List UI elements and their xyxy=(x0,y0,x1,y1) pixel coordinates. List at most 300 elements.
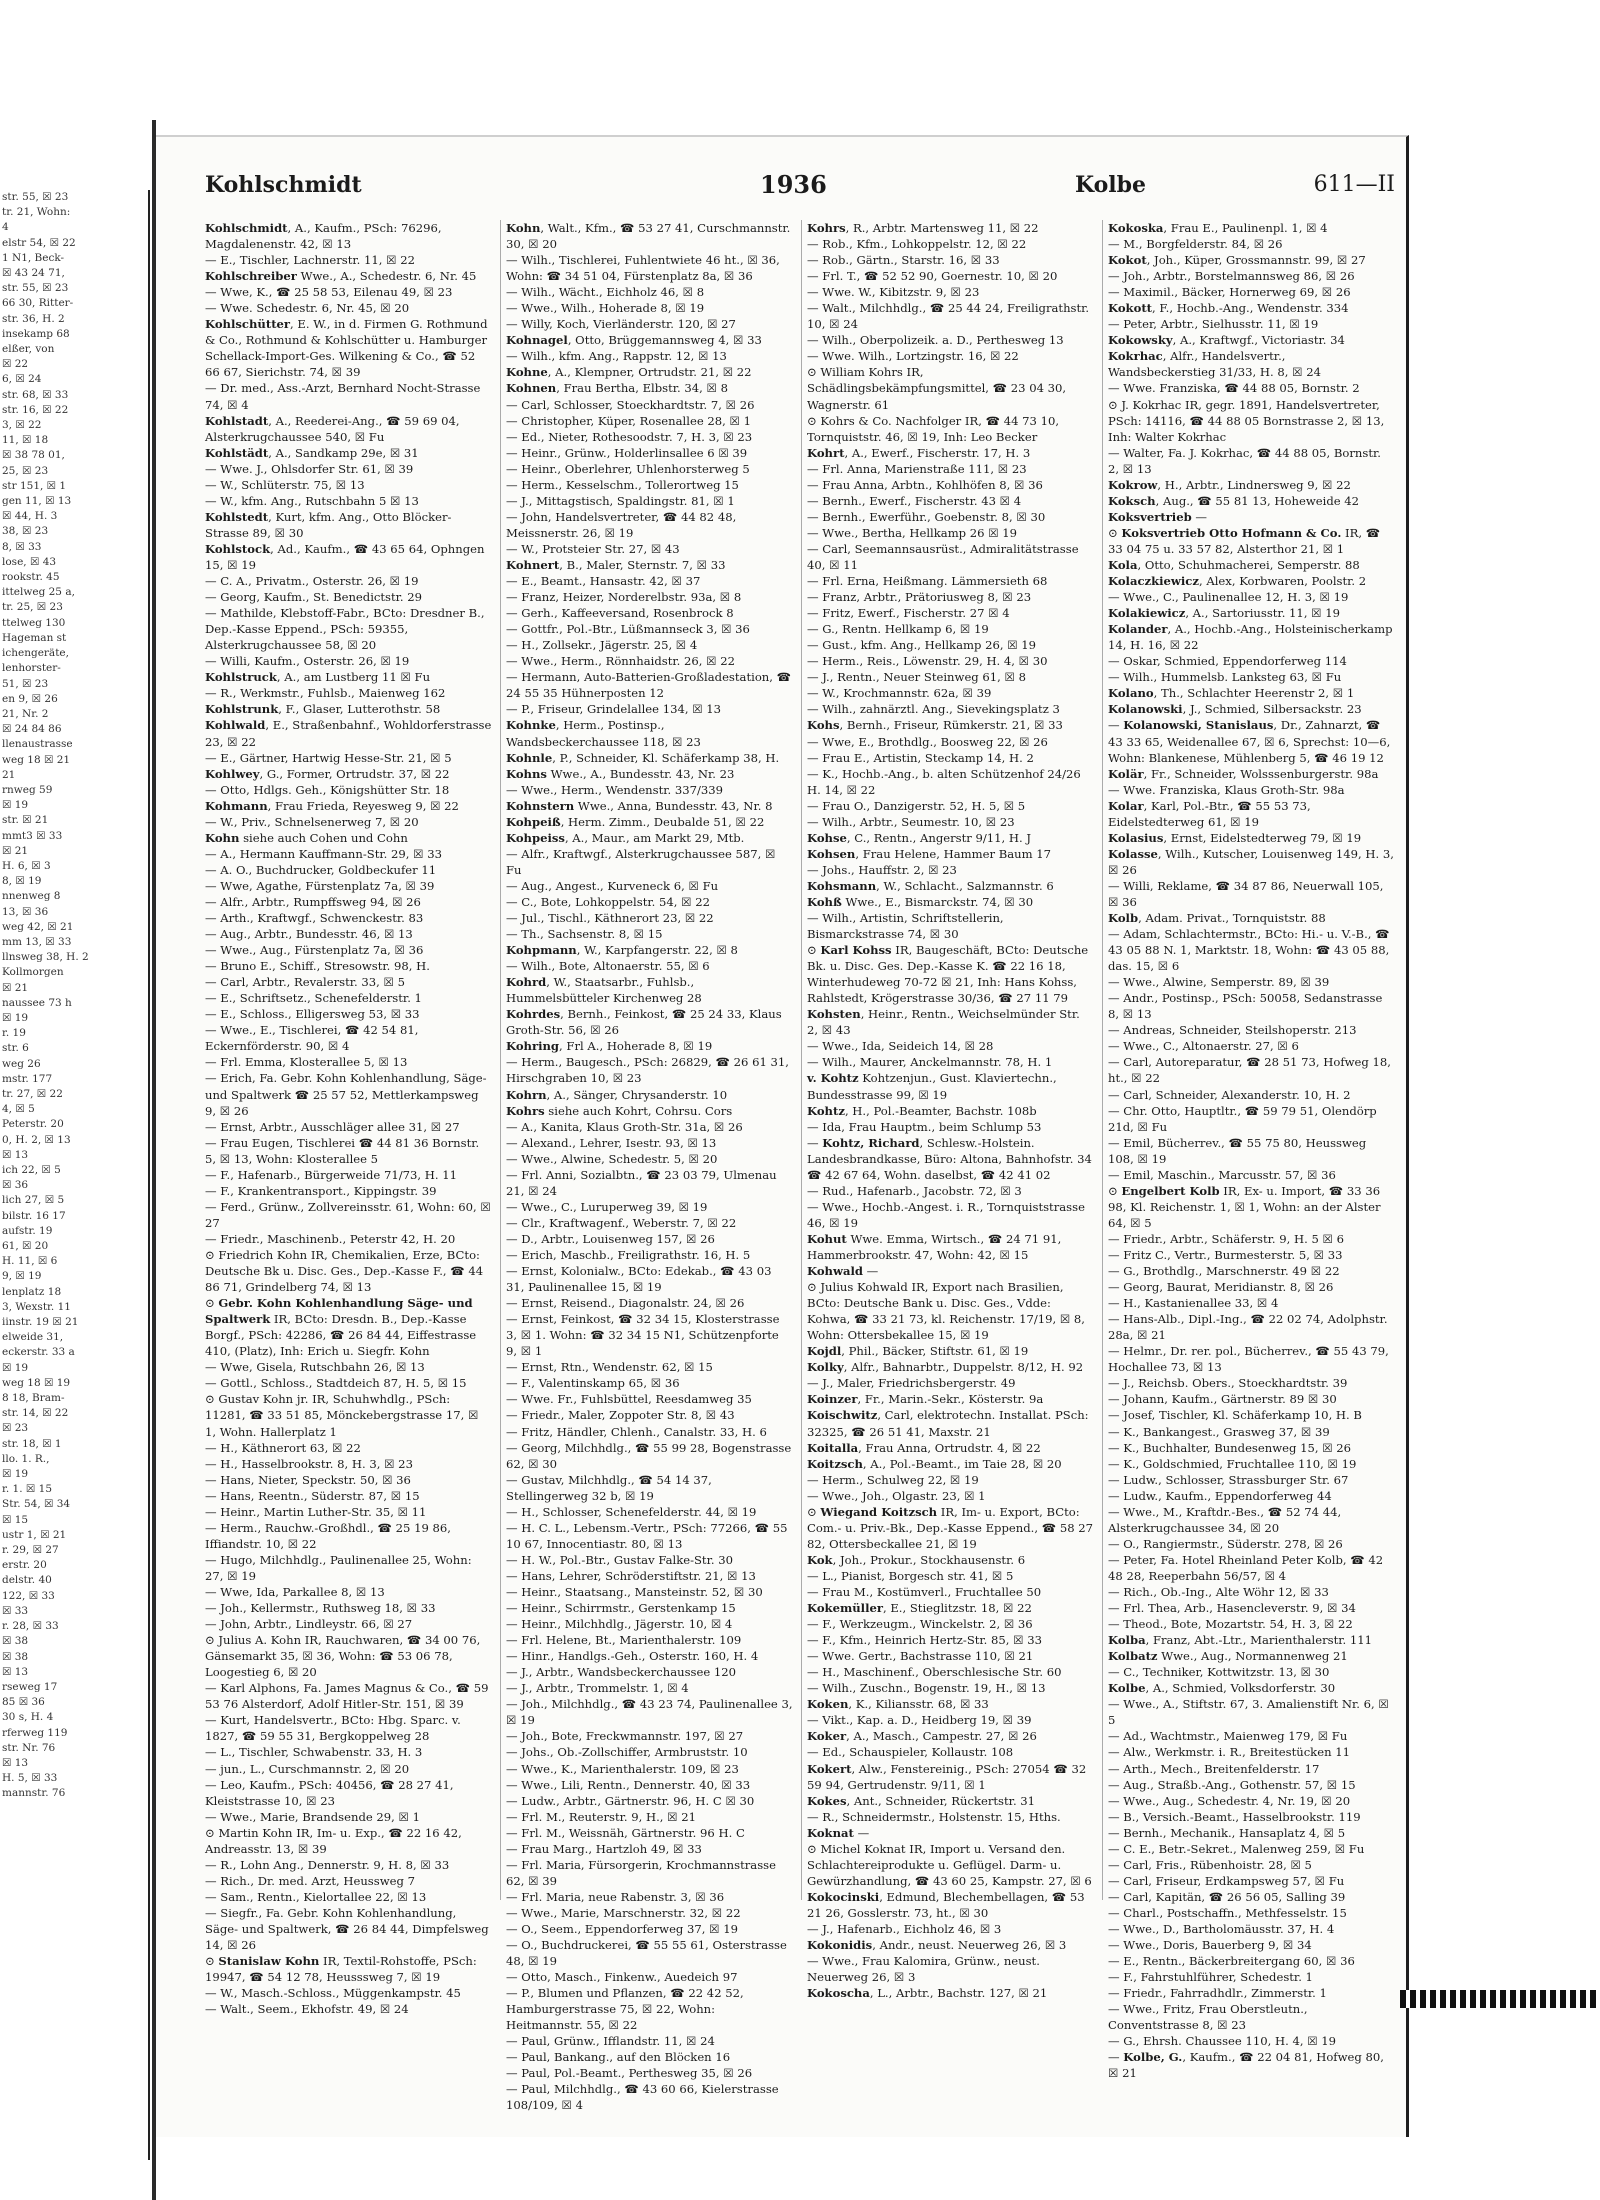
directory-entry: — Heinr., Milchhdlg., Jägerstr. 10, ☒ 4 xyxy=(506,1617,733,1632)
directory-entry: Kohlstrunk, F., Glaser, Lutterothstr. 58 xyxy=(205,702,441,717)
directory-entry: — Friedr., Maler, Zoppoter Str. 8, ☒ 43 xyxy=(506,1408,735,1423)
directory-entry: — Herm., Rauchw.-Großhdl., ☎ 25 19 86, Iffiandstr. 10, ☒ 22 xyxy=(205,1520,451,1551)
directory-entry: Kolba, Franz, Abt.-Ltr., Marienthalerstr. 111 xyxy=(1108,1633,1373,1648)
directory-entry: — W., Krochmannstr. 62a, ☒ 39 xyxy=(807,686,992,701)
directory-entry: — Alfr., Kraftwgf., Alsterkrugchaussee 587, ☒ Fu xyxy=(506,846,776,877)
previous-page-line: 21 xyxy=(2,768,16,781)
directory-entry: — Dr. med., Ass.-Arzt, Bernhard Nocht-Strasse 74, ☒ 4 xyxy=(205,381,481,412)
directory-entry: — R., Lohn Ang., Dennerstr. 9, H. 8, ☒ 33 xyxy=(205,1857,450,1872)
directory-entry: — Wwe., Herm., Wendenstr. 337/339 xyxy=(506,782,724,797)
directory-entry: — Wwe. Wilh., Lortzingstr. 16, ☒ 22 xyxy=(807,349,1019,364)
directory-entry: — Oskar, Schmied, Eppendorferweg 114 xyxy=(1108,654,1347,669)
directory-entry: — K., Goldschmied, Fruchtallee 110, ☒ 19 xyxy=(1108,1456,1357,1471)
previous-page-line: ☒ 13 xyxy=(2,1665,29,1678)
directory-entry: — J., Reichsb. Obers., Stoeckhardtstr. 39 xyxy=(1108,1376,1348,1391)
directory-entry: — E., Schloss., Elligersweg 53, ☒ 33 xyxy=(205,1007,420,1022)
directory-entry: Kohlschreiber Wwe., A., Schedestr. 6, Nr. 45 xyxy=(205,269,477,284)
previous-page-line: eckerstr. 33 a xyxy=(2,1346,75,1359)
directory-entry: Koitzsch, A., Pol.-Beamt., im Taie 28, ☒ 20 xyxy=(807,1456,1062,1471)
directory-entry: — Wwe., Bertha, Hellkamp 26 ☒ 19 xyxy=(807,525,1018,540)
directory-entry: — Joh., Bote, Freckwmannstr. 197, ☒ 27 xyxy=(506,1729,744,1744)
directory-entry: — Frl. Anni, Sozialbtn., ☎ 23 03 79, Ulmenau 21, ☒ 24 xyxy=(506,1167,777,1198)
directory-entry: — Georg, Baurat, Meridianstr. 8, ☒ 26 xyxy=(1108,1280,1334,1295)
previous-page-line: erstr. 20 xyxy=(2,1559,47,1572)
directory-column-2 xyxy=(500,220,793,2113)
directory-entry: — Ernst, Rtn., Wendenstr. 62, ☒ 15 xyxy=(506,1360,713,1375)
directory-entry: — Georg, Kaufm., St. Benedictstr. 29 xyxy=(205,590,423,605)
directory-entry: — Wwe, Gisela, Rutschbahn 26, ☒ 13 xyxy=(205,1360,425,1375)
directory-entry: — Ed., Nieter, Rothesoodstr. 7, H. 3, ☒ 23 xyxy=(506,429,753,444)
directory-entry: Kohpmann, W., Karpfangerstr. 22, ☒ 8 xyxy=(506,943,738,958)
previous-page-line: lich 27, ☒ 5 xyxy=(2,1194,65,1207)
previous-page-line: ☒ 22 xyxy=(2,358,29,371)
directory-entry: — Aug., Straßb.-Ang., Gothenstr. 57, ☒ 15 xyxy=(1108,1777,1356,1792)
directory-entry: — Christopher, Küper, Rosenallee 28, ☒ 1 xyxy=(506,413,751,428)
directory-entry: — Franz, Heizer, Norderelbstr. 93a, ☒ 8 xyxy=(506,590,742,605)
directory-entry: — Alexand., Lehrer, Isestr. 93, ☒ 13 xyxy=(506,1135,717,1150)
directory-entry: Kohrs siehe auch Kohrt, Cohrsu. Cors xyxy=(506,1103,733,1118)
directory-entry: — C., Techniker, Kottwitzstr. 13, ☒ 30 xyxy=(1108,1665,1330,1680)
directory-entry: — B., Versich.-Beamt., Hasselbrookstr. 119 xyxy=(1108,1809,1361,1824)
previous-page-line: rnweg 59 xyxy=(2,783,53,796)
directory-entry: Kolaczkiewicz, Alex, Korbwaren, Poolstr. 2 xyxy=(1108,574,1367,589)
directory-entry: ⊙ Wiegand Koitzsch IR, Im- u. Export, BCto: Com.- u. Priv.-Bk., Dep.-Kasse Eppend., ☎ 58 27 82, Ottersbeckallee 21, ☒ 19 xyxy=(807,1504,1094,1551)
directory-entry: — Ida, Frau Hauptm., beim Schlump 53 xyxy=(807,1119,1042,1134)
directory-entry: Kohlschütter, E. W., in d. Firmen G. Rothmund & Co., Rothmund & Kohlschütter u. Hamburger Schellack-Import-Ges. Wilkening & Co., ☎ 52 66 67, Sierichstr. 74, ☒ 39 xyxy=(205,317,488,380)
directory-entry: Kohlstedt, Kurt, kfm. Ang., Otto Blöcker-Strasse 89, ☒ 30 xyxy=(205,509,452,540)
directory-entry: Kokemüller, E., Stieglitzstr. 18, ☒ 22 xyxy=(807,1601,1032,1616)
directory-entry: Koksvertrieb — xyxy=(1108,509,1207,524)
previous-page-line: 8 18, Bram- xyxy=(2,1392,65,1405)
directory-entry: — Willi, Kaufm., Osterstr. 26, ☒ 19 xyxy=(205,654,410,669)
previous-page-line: str. ☒ 21 xyxy=(2,814,49,827)
directory-entry: — F., Valentinskamp 65, ☒ 36 xyxy=(506,1376,680,1391)
previous-page-line: ichengeräte, xyxy=(2,647,69,660)
previous-page-line: lose, ☒ 43 xyxy=(2,555,57,568)
directory-column-3 xyxy=(801,220,1094,2001)
directory-entry: — Frl. Erna, Heißmang. Lämmersieth 68 xyxy=(807,574,1048,589)
directory-entry: — jun., L., Curschmannstr. 2, ☒ 20 xyxy=(205,1761,410,1776)
directory-entry: — Bernh., Ewerf., Fischerstr. 43 ☒ 4 xyxy=(807,493,1022,508)
directory-entry: — J., Rentn., Neuer Steinweg 61, ☒ 8 xyxy=(807,670,1026,685)
previous-page-line: tr. 21, Wohn: xyxy=(2,206,71,219)
directory-entry: Kohring, Frl A., Hoherade 8, ☒ 19 xyxy=(506,1039,713,1054)
directory-entry: — Carl, Seemannsausrüst., Admiralitätstrasse 40, ☒ 11 xyxy=(807,541,1079,572)
directory-entry: — Wilh., Hummelsb. Lanksteg 63, ☒ Fu xyxy=(1108,670,1342,685)
directory-entry: — G., Ehrsh. Chaussee 110, H. 4, ☒ 19 xyxy=(1108,2034,1337,2049)
directory-entry: — Wwe., A., Stiftstr. 67, 3. Amalienstift Nr. 6, ☒ 5 xyxy=(1108,1697,1389,1728)
directory-entry: — John, Handelsvertreter, ☎ 44 82 48, Meissnerstr. 26, ☒ 19 xyxy=(506,509,737,540)
directory-entry: — Paul, Bankang., auf den Blöcken 16 xyxy=(506,2050,731,2065)
previous-page-line: ☒ 21 xyxy=(2,981,29,994)
previous-page-line: str. 55, ☒ 23 xyxy=(2,191,69,203)
previous-page-line: weg 26 xyxy=(2,1057,41,1070)
directory-entry: — Andreas, Schneider, Steilshoperstr. 213 xyxy=(1108,1023,1357,1038)
directory-entry: Koischwitz, Carl, elektrotechn. Installat. PSch: 32325, ☎ 26 51 41, Maxstr. 21 xyxy=(807,1408,1089,1439)
previous-page-line: H. 11, ☒ 6 xyxy=(2,1255,58,1268)
previous-page-line: r. 1. ☒ 15 xyxy=(2,1483,53,1496)
directory-entry: — Wwe., Frau Kalomira, Grünw., neust. Neuerweg 26, ☒ 3 xyxy=(807,1954,1040,1985)
previous-page-line: ich 22, ☒ 5 xyxy=(2,1164,61,1176)
previous-page-line: str. 36, H. 2 xyxy=(2,312,65,325)
directory-entry: — H., Hasselbrookstr. 8, H. 3, ☒ 23 xyxy=(205,1456,413,1471)
previous-page-line: Kollmorgen xyxy=(2,966,64,979)
directory-entry: Kohnle, P., Schneider, Kl. Schäferkamp 38, H. xyxy=(506,750,780,765)
previous-page-line: rferweg 119 xyxy=(2,1726,68,1739)
previous-page-line: tr. 25, ☒ 23 xyxy=(2,601,63,614)
directory-entry: — Frl. T., ☎ 52 52 90, Goernestr. 10, ☒ 20 xyxy=(807,269,1058,284)
previous-page-line: 66 30, Ritter- xyxy=(2,297,74,310)
directory-entry: ⊙ Friedrich Kohn IR, Chemikalien, Erze, BCto: Deutsche Bk u. Disc. Ges., Dep.-Kasse F., ☎ 44 86 71, Grindelberg 74, ☒ 13 xyxy=(205,1248,484,1295)
directory-entry: ⊙ Julius Kohwald IR, Export nach Brasilien, BCto: Deutsche Bank u. Disc. Ges., Vdde: Kohwa, ☎ 33 21 73, kl. Reichenstr. 17/19, ☒ 8, Wohn: Ottersbekallee 15, ☒ 19 xyxy=(807,1280,1085,1343)
directory-entry: ⊙ J. Kokrhac IR, gegr. 1891, Handelsvertreter, PSch: 14116, ☎ 44 88 05 Bornstrasse 2, ☒ 13, Inh: Walter Kokrhac xyxy=(1108,397,1385,444)
directory-entry: — Carl, Autoreparatur, ☎ 28 51 73, Hofweg 18, ht., ☒ 22 xyxy=(1108,1055,1391,1086)
directory-entry: — Otto, Hdlgs. Geh., Königshütter Str. 18 xyxy=(205,782,450,797)
directory-entry: Kohpeiss, A., Maur., am Markt 29, Mtb. xyxy=(506,830,745,845)
previous-page-line: mstr. 177 xyxy=(2,1072,53,1085)
directory-entry: — A. O., Buchdrucker, Goldbeckufer 11 xyxy=(205,862,437,877)
previous-page-line: ☒ 21 xyxy=(2,844,29,857)
directory-entry: Kohwald — xyxy=(807,1264,879,1279)
directory-entry: — Wilh., Zuschn., Bogenstr. 19, H., ☒ 13 xyxy=(807,1681,1046,1696)
directory-entry: ⊙ Gustav Kohn jr. IR, Schuhwhdlg., PSch: 11281, ☎ 33 51 85, Mönckebergstrasse 17, ☒ 1, Wohn. Hallerplatz 1 xyxy=(205,1392,479,1439)
directory-entry: — F., Fahrstuhlführer, Schedestr. 1 xyxy=(1108,1970,1313,1985)
directory-entry: — Frl. M., Reuterstr. 9, H., ☒ 21 xyxy=(506,1809,696,1824)
previous-page-line: 9, ☒ 19 xyxy=(2,1270,42,1283)
directory-entry: — Ernst, Kolonialw., BCto: Edekab., ☎ 43 03 31, Paulinenallee 15, ☒ 19 xyxy=(506,1264,772,1295)
directory-entry: — Frl. Helene, Bt., Marienthalerstr. 109 xyxy=(506,1633,742,1648)
previous-page-line: ☒ 38 xyxy=(2,1635,29,1648)
previous-page-line: 8, ☒ 33 xyxy=(2,540,42,553)
directory-entry: Kohß Wwe., E., Bismarckstr. 74, ☒ 30 xyxy=(807,894,1034,909)
directory-entry: — Wilh., Tischlerei, Fuhlentwiete 46 ht., ☒ 36, Wohn: ☎ 34 51 04, Fürstenplatz 8a, ☒ 36 xyxy=(506,253,780,284)
previous-page-line: llenaustrasse xyxy=(2,738,73,751)
previous-page-line: str. Nr. 76 xyxy=(2,1741,56,1754)
directory-entry: — C. E., Betr.-Sekret., Malenweg 259, ☒ Fu xyxy=(1108,1841,1365,1856)
scan-scale-bar xyxy=(1400,1990,1600,2008)
directory-entry: — M., Borgfelderstr. 84, ☒ 26 xyxy=(1108,237,1283,252)
previous-page-line: ustr 1, ☒ 21 xyxy=(2,1528,67,1541)
directory-entry: — E., Schriftsetz., Schenefelderstr. 1 xyxy=(205,991,422,1006)
directory-entry: — Carl, Friseur, Erdkampsweg 57, ☒ Fu xyxy=(1108,1873,1345,1888)
previous-page-line: llnsweg 38, H. 2 xyxy=(2,951,89,964)
directory-entry: — Wwe. Franziska, Klaus Groth-Str. 98a xyxy=(1108,782,1345,797)
directory-entry: — Wwe., Alwine, Semperstr. 89, ☒ 39 xyxy=(1108,975,1330,990)
directory-entry: — Ludw., Arbtr., Gärtnerstr. 96, H. C ☒ 30 xyxy=(506,1793,755,1808)
directory-entry: Kohlstadt, A., Reederei-Ang., ☎ 59 69 04, Alsterkrugchaussee 540, ☒ Fu xyxy=(205,413,460,444)
directory-entry: — Carl, Kapitän, ☎ 26 56 05, Salling 39 xyxy=(1108,1889,1346,1904)
directory-entry: Kolakiewicz, A., Sartoriusstr. 11, ☒ 19 xyxy=(1108,606,1341,621)
directory-entry: — E., Rentn., Bäckerbreitergang 60, ☒ 36 xyxy=(1108,1954,1355,1969)
directory-entry: — Carl, Schlosser, Stoeckhardtstr. 7, ☒ 26 xyxy=(506,397,755,412)
directory-entry: Kohsten, Heinr., Rentn., Weichselmünder Str. 2, ☒ 43 xyxy=(807,1007,1080,1038)
directory-entry: — Wwe. J., Ohlsdorfer Str. 61, ☒ 39 xyxy=(205,461,414,476)
previous-page-line: tr. 27, ☒ 22 xyxy=(2,1087,63,1100)
directory-entry: — Wwe., Doris, Bauerberg 9, ☒ 34 xyxy=(1108,1938,1312,1953)
directory-entry: — Bruno E., Schiff., Stresowstr. 98, H. xyxy=(205,959,430,974)
directory-entry: — Wwe., Alwine, Schedestr. 5, ☒ 20 xyxy=(506,1151,718,1166)
directory-entry: — Rob., Gärtn., Starstr. 16, ☒ 33 xyxy=(807,253,1000,268)
directory-entry: — F., Krankentransport., Kippingstr. 39 xyxy=(205,1183,437,1198)
directory-entry: — Walter, Fa. J. Kokrhac, ☎ 44 88 05, Bornstr. 2, ☒ 13 xyxy=(1108,445,1381,476)
directory-entry: — Wwe, K., ☎ 25 58 53, Eilenau 49, ☒ 23 xyxy=(205,285,453,300)
directory-entry: — Sam., Rentn., Kielortallee 22, ☒ 13 xyxy=(205,1889,427,1904)
directory-entry: — Alw., Werkmstr. i. R., Breitestücken 11 xyxy=(1108,1745,1350,1760)
directory-entry: Kolanowski, J., Schmied, Silbersackstr. 23 xyxy=(1108,702,1362,717)
previous-page-line: ☒ 23 xyxy=(2,1422,29,1435)
directory-entry: — Alfr., Arbtr., Rumpffsweg 94, ☒ 26 xyxy=(205,894,421,909)
directory-entry: — D., Arbtr., Louisenweg 157, ☒ 26 xyxy=(506,1231,715,1246)
directory-entry: Kohns Wwe., A., Bundesstr. 43, Nr. 23 xyxy=(506,766,735,781)
directory-entry: — Frau Anna, Arbtn., Kohlhöfen 8, ☒ 36 xyxy=(807,477,1043,492)
directory-entry: ⊙ Julius A. Kohn IR, Rauchwaren, ☎ 34 00 76, Gänsemarkt 35, ☒ 36, Wohn: ☎ 53 06 78, Loogestieg 6, ☒ 20 xyxy=(205,1633,481,1680)
directory-entry: — H., Maschinenf., Oberschlesische Str. 60 xyxy=(807,1665,1062,1680)
directory-entry: — Ludw., Kaufm., Eppendorferweg 44 xyxy=(1108,1488,1332,1503)
directory-entry: — F., Werkzeugm., Winckelstr. 2, ☒ 36 xyxy=(807,1617,1033,1632)
directory-entry: — W., Masch.-Schloss., Müggenkampstr. 45 xyxy=(205,1986,461,2001)
previous-page-line: weg 18 ☒ 19 xyxy=(2,1376,71,1389)
previous-page-line: lenhorster- xyxy=(2,662,61,675)
previous-page-edge xyxy=(0,190,150,2160)
directory-entry: — Ernst, Reisend., Diagonalstr. 24, ☒ 26 xyxy=(506,1296,745,1311)
directory-entry: — H. C. L., Lebensm.-Vertr., PSch: 77266, ☎ 55 10 67, Innocentiastr. 80, ☒ 13 xyxy=(506,1520,788,1551)
directory-entry: Kolky, Alfr., Bahnarbtr., Duppelstr. 8/12, H. 92 xyxy=(807,1360,1084,1375)
directory-entry: — Wwe., Aug., Schedestr. 4, Nr. 19, ☒ 20 xyxy=(1108,1793,1351,1808)
previous-page-line: 61, ☒ 20 xyxy=(2,1240,49,1253)
directory-entry: — Josef, Tischler, Kl. Schäferkamp 10, H. B xyxy=(1108,1408,1362,1423)
directory-entry: ⊙ Engelbert Kolb IR, Ex- u. Import, ☎ 33 36 98, Kl. Reichenstr. 1, ☒ 1, Wohn: an der Alster 64, ☒ 5 xyxy=(1108,1183,1381,1230)
directory-entry: Kohut Wwe. Emma, Wirtsch., ☎ 24 71 91, Hammerbrookstr. 47, Wohn: 42, ☒ 15 xyxy=(807,1231,1062,1262)
previous-page-line: en 9, ☒ 26 xyxy=(2,692,58,705)
directory-entry: — Rich., Dr. med. Arzt, Heussweg 7 xyxy=(205,1873,415,1888)
previous-page-line: weg 18 ☒ 21 xyxy=(2,753,71,766)
directory-entry: — Georg, Milchhdlg., ☎ 55 99 28, Bogenstrasse 62, ☒ 30 xyxy=(506,1440,792,1471)
directory-entry: — J., Arbtr., Wandsbeckerchaussee 120 xyxy=(506,1665,737,1680)
directory-entry: — H. W., Pol.-Btr., Gustav Falke-Str. 30 xyxy=(506,1552,733,1567)
directory-entry: Koknat — xyxy=(807,1825,870,1840)
directory-entry: — Kurt, Handelsvertr., BCto: Hbg. Sparc. v. 1827, ☎ 59 55 31, Bergkoppelweg 28 xyxy=(205,1713,461,1744)
directory-entry: — Gottfr., Pol.-Btr., Lüßmannseck 3, ☒ 36 xyxy=(506,622,750,637)
directory-entry: Kohpeiß, Herm. Zimm., Deubalde 51, ☒ 22 xyxy=(506,814,765,829)
previous-page-line: str. 16, ☒ 22 xyxy=(2,403,69,416)
directory-entry: — Frau E., Artistin, Steckamp 14, H. 2 xyxy=(807,750,1034,765)
directory-entry: — Kohtz, Richard, Schlesw.-Holstein. Landesbrandkasse, Büro: Altona, Bahnhofstr. 34 ☎ 42 67 64, Wohn. daselbst, ☎ 42 41 02 xyxy=(807,1135,1092,1182)
directory-entry: — Wwe., E., Tischlerei, ☎ 42 54 81, Eckernförderstr. 90, ☒ 4 xyxy=(205,1023,419,1054)
previous-page-line: 1 N1, Beck- xyxy=(2,251,65,264)
directory-entry: — Bernh., Mechanik., Hansaplatz 4, ☒ 5 xyxy=(1108,1825,1346,1840)
directory-entry: — K., Buchhalter, Bundesenweg 15, ☒ 26 xyxy=(1108,1440,1352,1455)
directory-entry: Kohrn, A., Sänger, Chrysanderstr. 10 xyxy=(506,1087,728,1102)
directory-entry: — Otto, Masch., Finkenw., Auedeich 97 xyxy=(506,1970,738,1985)
directory-entry: Kolano, Th., Schlachter Heerenstr 2, ☒ 1 xyxy=(1108,686,1355,701)
directory-entry: ⊙ Koksvertrieb Otto Hofmann & Co. IR, ☎ 33 04 75 u. 33 57 82, Alsterthor 21, ☒ 1 xyxy=(1108,525,1381,556)
previous-page-line: ☒ 38 xyxy=(2,1650,29,1663)
directory-columns xyxy=(205,220,1395,2113)
directory-entry: — Fritz, Ewerf., Fischerstr. 27 ☒ 4 xyxy=(807,606,1010,621)
directory-entry: — Wwe., Hochb.-Angest. i. R., Tornquiststrasse 46, ☒ 19 xyxy=(807,1199,1085,1230)
directory-entry: — Leo, Kaufm., PSch: 40456, ☎ 28 27 41, Kleiststrasse 10, ☒ 23 xyxy=(205,1777,454,1808)
directory-entry: — Maximil., Bäcker, Hornerweg 69, ☒ 26 xyxy=(1108,285,1351,300)
previous-page-line: 4 xyxy=(2,221,9,234)
previous-page-line: ☒ 43 24 71, xyxy=(2,267,65,280)
directory-entry: — J., Mittagstisch, Spaldingstr. 81, ☒ 1 xyxy=(506,493,735,508)
directory-entry: — Wwe., Wilh., Hoherade 8, ☒ 19 xyxy=(506,301,705,316)
directory-entry: — Heinr., Martin Luther-Str. 35, ☒ 11 xyxy=(205,1504,427,1519)
previous-page-line: ☒ 19 xyxy=(2,1361,29,1374)
previous-page-line: bilstr. 16 17 xyxy=(2,1209,66,1222)
directory-entry: — Ferd., Grünw., Zollvereinsstr. 61, Wohn: 60, ☒ 27 xyxy=(205,1199,491,1230)
directory-entry: — P., Friseur, Grindelallee 134, ☒ 13 xyxy=(506,702,722,717)
directory-entry: — Heinr., Schirrmstr., Gerstenkamp 15 xyxy=(506,1601,736,1616)
directory-entry: Kokrhac, Alfr., Handelsvertr., Wandsbeckerstieg 31/33, H. 8, ☒ 24 xyxy=(1108,349,1321,380)
directory-entry: — Johs., Ob.-Zollschiffer, Armbruststr. 10 xyxy=(506,1745,748,1760)
directory-entry: Kohrdes, Bernh., Feinkost, ☎ 25 24 33, Klaus Groth-Str. 56, ☒ 26 xyxy=(506,1007,782,1038)
previous-page-line: Hageman st xyxy=(2,631,67,644)
previous-page-line: 30 s, H. 4 xyxy=(2,1711,54,1724)
directory-entry: Kolar, Karl, Pol.-Btr., ☎ 55 53 73, Eidelstedterweg 61, ☒ 19 xyxy=(1108,798,1311,829)
directory-entry: — Wilh., kfm. Ang., Rappstr. 12, ☒ 13 xyxy=(506,349,727,364)
directory-entry: — C. A., Privatm., Osterstr. 26, ☒ 19 xyxy=(205,574,419,589)
previous-page-line: ☒ 13 xyxy=(2,1756,29,1769)
directory-entry: Kohtz, H., Pol.-Beamter, Bachstr. 108b xyxy=(807,1103,1037,1118)
directory-entry: — Gust., kfm. Ang., Hellkamp 26, ☒ 19 xyxy=(807,638,1037,653)
directory-entry: — Hinr., Handlgs.-Geh., Osterstr. 160, H. 4 xyxy=(506,1649,759,1664)
directory-entry: — Frau M., Kostümverl., Fruchtallee 50 xyxy=(807,1584,1042,1599)
directory-entry: — Frl. M., Weissnäh, Gärtnerstr. 96 H. C xyxy=(506,1825,745,1840)
previous-page-line: gen 11, ☒ 13 xyxy=(2,495,72,508)
directory-entry: Kohsmann, W., Schlacht., Salzmannstr. 6 xyxy=(807,878,1054,893)
directory-entry: — P., Blumen und Pflanzen, ☎ 22 42 52, Hamburgerstrasse 75, ☒ 22, Wohn: Heitmannstr. 55, ☒ 22 xyxy=(506,1986,744,2033)
previous-page-line: elstr 54, ☒ 22 xyxy=(2,236,76,249)
directory-entry: Kohrd, W., Staatsarbr., Fuhlsb., Hummelsbütteler Kirchenweg 28 xyxy=(506,975,702,1006)
directory-entry: — A., Kanita, Klaus Groth-Str. 31a, ☒ 26 xyxy=(506,1119,743,1134)
directory-entry: — F., Hafenarb., Bürgerweide 71/73, H. 11 xyxy=(205,1167,457,1182)
directory-entry: Kohmann, Frau Frieda, Reyesweg 9, ☒ 22 xyxy=(205,798,459,813)
directory-entry: — K., Bankangest., Grasweg 37, ☒ 39 xyxy=(1108,1424,1330,1439)
previous-page-line: iinstr. 19 ☒ 21 xyxy=(2,1316,79,1329)
directory-entry: — Wwe., K., Marienthalerstr. 109, ☒ 23 xyxy=(506,1761,739,1776)
previous-page-line: 0, H. 2, ☒ 13 xyxy=(2,1133,71,1146)
directory-entry: — Wwe., Aug., Fürstenplatz 7a, ☒ 36 xyxy=(205,943,424,958)
directory-entry: — Wwe., C., Altonaerstr. 27, ☒ 6 xyxy=(1108,1039,1299,1054)
directory-entry: ⊙ Stanislaw Kohn IR, Textil-Rohstoffe, PSch: 19947, ☎ 54 12 78, Heusssweg 7, ☒ 19 xyxy=(205,1954,477,1985)
directory-entry: Kohnagel, Otto, Brüggemannsweg 4, ☒ 33 xyxy=(506,333,762,348)
previous-page-line: ☒ 24 84 86 xyxy=(2,723,62,736)
directory-entry: — Arth., Mech., Breitenfelderstr. 17 xyxy=(1108,1761,1320,1776)
directory-entry: ⊙ Karl Kohss IR, Baugeschäft, BCto: Deutsche Bk. u. Disc. Ges. Dep.-Kasse K. ☎ 22 16 18, Winterhudeweg 70-72 ☒ 21, Inh: Hans Kohss, Rahlstedt, Krögerstrasse 30/36, ☎ 27 11 79 xyxy=(807,943,1089,1006)
directory-entry: Kohsen, Frau Helene, Hammer Baum 17 xyxy=(807,846,1052,861)
directory-entry: Kohlstock, Ad., Kaufm., ☎ 43 65 64, Ophngen 15, ☒ 19 xyxy=(205,541,485,572)
directory-entry: — Wilh., Bote, Altonaerstr. 55, ☒ 6 xyxy=(506,959,710,974)
directory-entry: — Hermann, Auto-Batterien-Großladestation, ☎ 24 55 35 Hühnerposten 12 xyxy=(506,670,792,701)
directory-entry: — G., Brothdlg., Marschnerstr. 49 ☒ 22 xyxy=(1108,1264,1340,1279)
directory-entry: Kohlstruck, A., am Lustberg 11 ☒ Fu xyxy=(205,670,431,685)
previous-page-line: 13, ☒ 36 xyxy=(2,905,49,918)
directory-entry: Kolbatz Wwe., Aug., Normannenweg 21 xyxy=(1108,1649,1348,1664)
directory-entry: — Herm., Schulweg 22, ☒ 19 xyxy=(807,1472,979,1487)
directory-entry: — Wwe. Franziska, ☎ 44 88 05, Bornstr. 2 xyxy=(1108,381,1360,396)
directory-entry: Kokert, Alw., Fenstereinig., PSch: 27054 ☎ 32 59 94, Gertrudenstr. 9/11, ☒ 1 xyxy=(807,1761,1087,1792)
directory-entry: — E., Tischler, Lachnerstr. 11, ☒ 22 xyxy=(205,253,415,268)
directory-entry: — Kolanowski, Stanislaus, Dr., Zahnarzt, ☎ 43 33 65, Weidenallee 67, ☒ 6, Sprechst: 10—6, Wohn: Blankenese, Mühlenberg 5, ☎ 46 19 12 xyxy=(1108,718,1391,765)
directory-entry: Kok, Joh., Prokur., Stockhausenstr. 6 xyxy=(807,1552,1026,1567)
directory-entry: Kohrs, R., Arbtr. Martensweg 11, ☒ 22 xyxy=(807,221,1039,235)
previous-page-line: rookstr. 45 xyxy=(2,571,60,584)
directory-entry: — Willi, Reklame, ☎ 34 87 86, Neuerwall 105, ☒ 36 xyxy=(1108,878,1384,909)
directory-entry: — Wwe, E., Brothdlg., Boosweg 22, ☒ 26 xyxy=(807,734,1048,749)
previous-page-line: str. 18, ☒ 1 xyxy=(2,1437,62,1450)
directory-entry: — J., Arbtr., Trommelstr. 1, ☒ 4 xyxy=(506,1681,689,1696)
directory-entry: Kohlwald, E., Straßenbahnf., Wohldorferstrasse 23, ☒ 22 xyxy=(205,718,492,749)
previous-page-line: aufstr. 19 xyxy=(2,1224,53,1237)
previous-page-line: elßer, von xyxy=(2,343,55,356)
directory-entry: — Ad., Wachtmstr., Maienweg 179, ☒ Fu xyxy=(1108,1729,1348,1744)
previous-page-line: 8, ☒ 19 xyxy=(2,875,42,888)
previous-page-line: naussee 73 h xyxy=(2,996,72,1009)
directory-entry: — Hans, Reentn., Süderstr. 87, ☒ 15 xyxy=(205,1488,420,1503)
directory-entry: ⊙ Gebr. Kohn Kohlenhandlung Säge- und Spaltwerk IR, BCto: Dresdn. B., Dep.-Kasse Borgf., PSch: 42286, ☎ 26 84 44, Eiffestrasse 410, (Platz), Inh: Erich u. Siegfr. Kohn xyxy=(205,1296,477,1359)
directory-entry: Koinzer, Fr., Marin.-Sekr., Kösterstr. 9a xyxy=(807,1392,1044,1407)
directory-entry: — Arth., Kraftwgf., Schwenckestr. 83 xyxy=(205,911,424,926)
previous-page-line: ☒ 19 xyxy=(2,799,29,812)
directory-entry: Kohnstern Wwe., Anna, Bundesstr. 43, Nr. 8 xyxy=(506,798,773,813)
directory-entry: Kohn siehe auch Cohen und Cohn xyxy=(205,830,408,845)
directory-entry: — Wwe. Gertr., Bachstrasse 110, ☒ 21 xyxy=(807,1649,1034,1664)
page-number: 611—II xyxy=(1313,172,1395,197)
directory-entry: — Charl., Postschaffn., Methfesselstr. 15 xyxy=(1108,1905,1347,1920)
header-year: 1936 xyxy=(760,170,827,199)
directory-entry: — J., Hafenarb., Eichholz 46, ☒ 3 xyxy=(807,1921,1002,1936)
directory-entry: — Wilh., Maurer, Anckelmannstr. 78, H. 1 xyxy=(807,1055,1053,1070)
directory-entry: Kokocinski, Edmund, Blechembellagen, ☎ 53 21 26, Gosslerstr. 73, ht., ☒ 30 xyxy=(807,1889,1085,1920)
previous-page-line: ☒ 15 xyxy=(2,1513,29,1526)
previous-page-line: ☒ 44, H. 3 xyxy=(2,510,58,523)
directory-entry: — Wwe, Ida, Parkallee 8, ☒ 13 xyxy=(205,1584,385,1599)
directory-entry: — Theod., Bote, Mozartstr. 54, H. 3, ☒ 22 xyxy=(1108,1617,1353,1632)
directory-entry: Kolasius, Ernst, Eidelstedterweg 79, ☒ 19 xyxy=(1108,830,1362,845)
directory-entry: — John, Arbtr., Lindleystr. 66, ☒ 27 xyxy=(205,1617,413,1632)
previous-page-line: llo. 1. R., xyxy=(2,1452,50,1465)
directory-entry: — Erich, Maschb., Freiligrathstr. 16, H. 5 xyxy=(506,1248,751,1262)
previous-page-line: mm 13, ☒ 33 xyxy=(2,935,72,948)
previous-page-line: r. 28, ☒ 33 xyxy=(2,1620,59,1633)
directory-entry: — G., Rentn. Hellkamp 6, ☒ 19 xyxy=(807,622,989,637)
directory-entry: — Wwe. W., Kibitzstr. 9, ☒ 23 xyxy=(807,285,980,300)
directory-entry: Kokowsky, A., Kraftwgf., Victoriastr. 34 xyxy=(1108,333,1345,348)
directory-entry: — Ernst, Arbtr., Ausschläger allee 31, ☒ 27 xyxy=(205,1119,460,1134)
directory-entry: — Chr. Otto, Hauptltr., ☎ 59 79 51, Olendörp 21d, ☒ Fu xyxy=(1108,1103,1377,1134)
directory-entry: — H., Schlosser, Schenefelderstr. 44, ☒ 19 xyxy=(506,1504,757,1519)
previous-page-line: r. 29, ☒ 27 xyxy=(2,1544,59,1557)
directory-entry: — Aug., Arbtr., Bundesstr. 46, ☒ 13 xyxy=(205,927,413,942)
directory-entry: — Erich, Fa. Gebr. Kohn Kohlenhandlung, Säge- und Spaltwerk ☎ 25 57 52, Mettlerkampsweg 9, ☒ 26 xyxy=(205,1071,487,1118)
directory-entry: — Rich., Ob.-Ing., Alte Wöhr 12, ☒ 33 xyxy=(1108,1584,1329,1599)
page-header xyxy=(205,172,1395,208)
previous-page-line: str. 6 xyxy=(2,1042,29,1055)
directory-entry: — Wwe., Joh., Olgastr. 23, ☒ 1 xyxy=(807,1488,986,1503)
directory-entry: — Carl, Arbtr., Revalerstr. 33, ☒ 5 xyxy=(205,975,405,990)
directory-entry: Kohne, A., Klempner, Ortrudstr. 21, ☒ 22 xyxy=(506,365,752,380)
directory-entry: Koitalla, Frau Anna, Ortrudstr. 4, ☒ 22 xyxy=(807,1440,1041,1455)
directory-column-4 xyxy=(1102,220,1395,2081)
directory-entry: — O., Seem., Eppendorferweg 37, ☒ 19 xyxy=(506,1921,738,1936)
directory-entry: Kohrt, A., Ewerf., Fischerstr. 17, H. 3 xyxy=(807,445,1031,460)
previous-page-line: 122, ☒ 33 xyxy=(2,1589,55,1602)
directory-entry: — H., Zollsekr., Jägerstr. 25, ☒ 4 xyxy=(506,638,698,653)
previous-page-line: 3, ☒ 22 xyxy=(2,419,42,432)
directory-entry: Kohlschmidt, A., Kaufm., PSch: 76296, Magdalenenstr. 42, ☒ 13 xyxy=(205,221,442,252)
previous-page-line: ☒ 19 xyxy=(2,1011,29,1024)
